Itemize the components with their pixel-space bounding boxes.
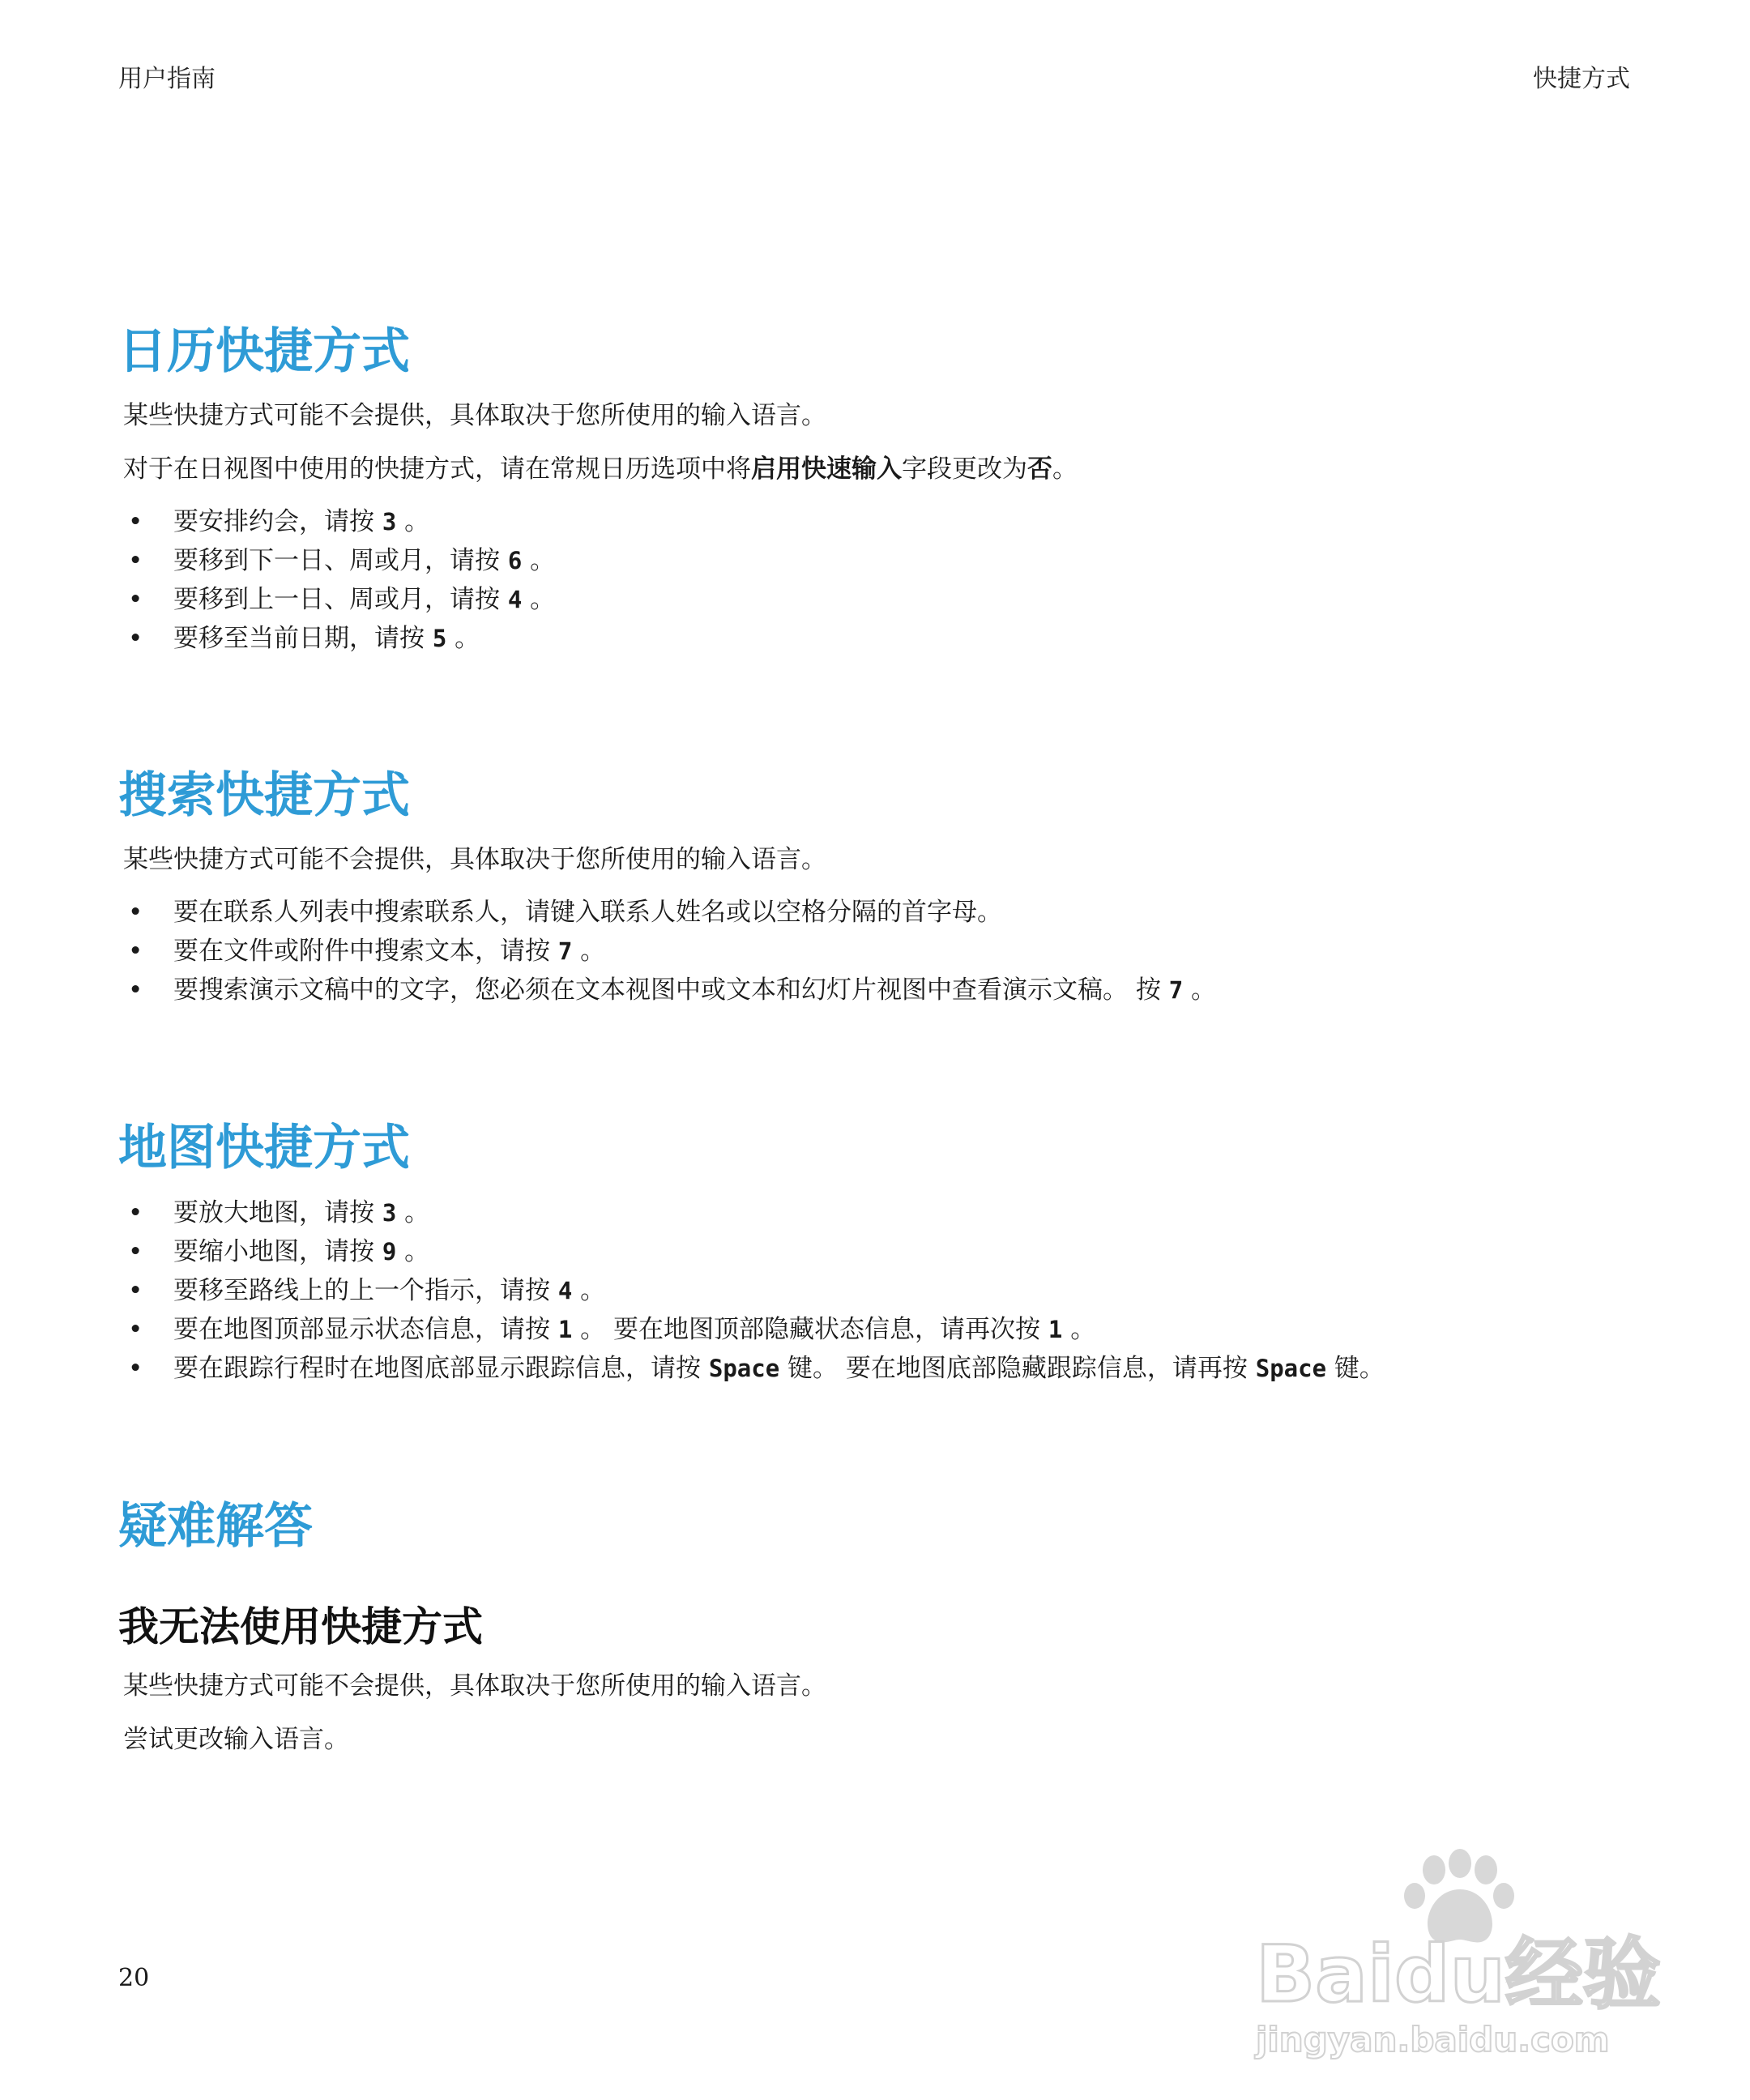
- list-item: • 要在联系人列表中搜索联系人，请键入联系人姓名或以空格分隔的首字母。: [118, 893, 1641, 932]
- baidu-watermark-logo: [1248, 1839, 1669, 2082]
- key-label: 6: [507, 547, 523, 574]
- list-item: • 要移到下一日、周或月，请按 6 。: [118, 541, 1641, 580]
- header-right: 快捷方式: [1533, 65, 1630, 93]
- list-item: • 要在文件或附件中搜索文本，请按 7 。: [118, 932, 1641, 971]
- key-label: 7: [1168, 976, 1184, 1004]
- list-item: • 要在地图顶部显示状态信息，请按 1 。 要在地图顶部隐藏状态信息，请再次按 1 。: [118, 1310, 1641, 1349]
- list-item: • 要搜索演示文稿中的文字，您必须在文本视图中或文本和幻灯片视图中查看演示文稿。 按 7 。: [118, 971, 1641, 1009]
- key-label: 9: [382, 1238, 397, 1266]
- troubleshoot-subtitle: 我无法使用快捷方式: [118, 1603, 483, 1650]
- troubleshoot-section: [118, 1497, 1641, 1766]
- troubleshoot-tip: 尝试更改输入语言。: [123, 1725, 349, 1754]
- header-left: 用户指南: [118, 65, 216, 93]
- calendar-title: 日历快捷方式: [118, 323, 410, 380]
- bullet-icon: •: [128, 1276, 143, 1305]
- key-label: 4: [557, 1277, 573, 1304]
- key-label: 3: [382, 508, 397, 536]
- map-section: [118, 1119, 1641, 1388]
- quick-entry-field-label: 启用快速输入: [751, 455, 902, 484]
- page-number: 20: [118, 1964, 150, 1992]
- bullet-icon: •: [128, 1198, 143, 1227]
- list-item: • 要移至当前日期，请按 5 。: [118, 619, 1641, 658]
- map-shortcut-list: [118, 1193, 1641, 1388]
- bullet-icon: •: [128, 507, 143, 536]
- no-value-label: 否: [1027, 455, 1052, 484]
- bullet-icon: •: [128, 1237, 143, 1266]
- key-label: Space: [708, 1355, 780, 1382]
- bullet-icon: •: [128, 898, 143, 927]
- list-item: • 要在跟踪行程时在地图底部显示跟踪信息，请按 Space 键。 要在地图底部隐藏跟踪信息，请再按 Space 键。: [118, 1349, 1641, 1388]
- list-item: • 要移至路线上的上一个指示，请按 4 。: [118, 1271, 1641, 1310]
- list-item: • 要安排约会，请按 3 。: [118, 502, 1641, 541]
- calendar-instruction: 对于在日视图中使用的快捷方式，请在常规日历选项中将启用快速输入字段更改为否。: [123, 455, 1078, 484]
- bullet-icon: •: [128, 1315, 143, 1344]
- calendar-note: 某些快捷方式可能不会提供，具体取决于您所使用的输入语言。: [123, 401, 826, 430]
- list-item: • 要放大地图，请按 3 。: [118, 1193, 1641, 1232]
- key-label: 7: [557, 937, 573, 965]
- key-label: 1: [557, 1316, 573, 1343]
- troubleshoot-title: 疑难解答: [118, 1498, 313, 1555]
- bullet-icon: •: [128, 937, 143, 966]
- list-item: • 要缩小地图，请按 9 。: [118, 1232, 1641, 1271]
- bullet-icon: •: [128, 1354, 143, 1383]
- watermark-url: jingyan.baidu.com: [1256, 2020, 1610, 2059]
- key-label: 3: [382, 1199, 397, 1227]
- calendar-shortcut-list: [118, 502, 1641, 658]
- list-item: • 要移到上一日、周或月，请按 4 。: [118, 580, 1641, 619]
- troubleshoot-note: 某些快捷方式可能不会提供，具体取决于您所使用的输入语言。: [123, 1671, 826, 1701]
- search-shortcut-list: [118, 893, 1641, 1009]
- key-label: 1: [1048, 1316, 1063, 1343]
- bullet-icon: •: [128, 546, 143, 575]
- search-note: 某些快捷方式可能不会提供，具体取决于您所使用的输入语言。: [123, 845, 826, 874]
- key-label: 5: [432, 625, 447, 652]
- search-title: 搜索快捷方式: [118, 767, 410, 824]
- map-title: 地图快捷方式: [118, 1120, 410, 1176]
- watermark-brand: Baidu经验: [1256, 1929, 1661, 2020]
- calendar-section: [118, 322, 1641, 658]
- bullet-icon: •: [128, 624, 143, 653]
- bullet-icon: •: [128, 975, 143, 1005]
- key-label: Space: [1255, 1355, 1327, 1382]
- bullet-icon: •: [128, 585, 143, 614]
- key-label: 4: [507, 586, 523, 613]
- search-section: [118, 766, 1641, 1009]
